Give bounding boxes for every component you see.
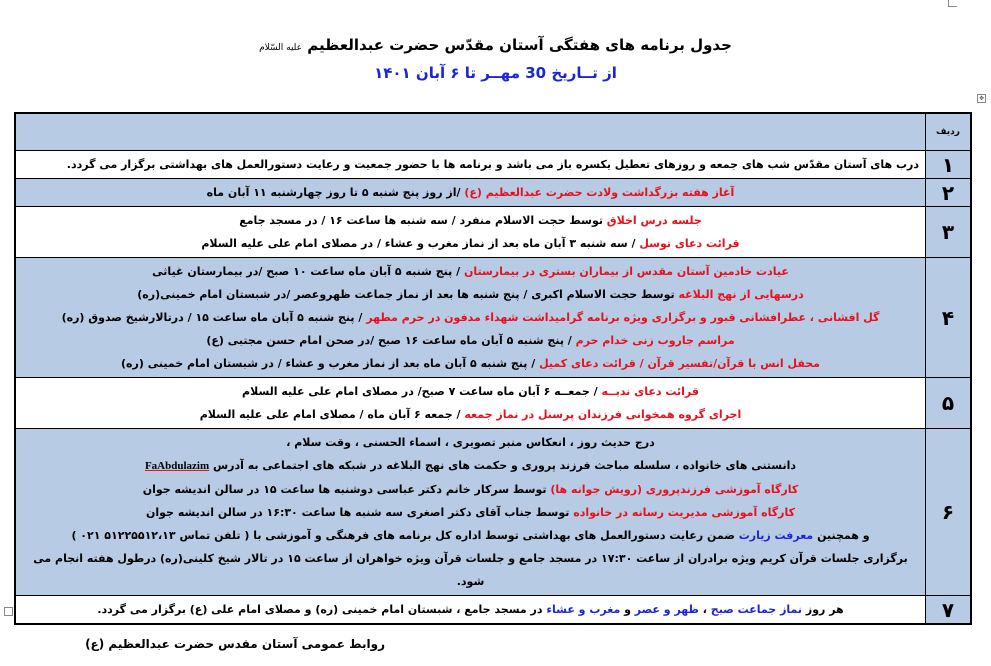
- table-row: [15, 258, 971, 378]
- table-header-row: [15, 113, 971, 151]
- highlight-text: مغرب و عشاء: [546, 603, 621, 616]
- table-row: [15, 378, 971, 429]
- highlight-text: جلسه درس اخلاق: [606, 214, 702, 227]
- row-line: محفل انس با قرآن/تفسیر قرآن / قرائت دعای کمیل / پنج شنبه ۵ آبان ماه بعد از نماز مغرب و عشاء / در شبستان امام خمینی (ره): [121, 357, 820, 370]
- row-line: درسهایی از نهج البلاغه توسط حجت الاسلام اکبری / پنج شنبه ها بعد از نماز جماعت ظهروعصر /در شبستان امام خمینی(ره): [137, 288, 804, 301]
- highlight-text: کارگاه آموزشی فرزندپروری (رویش جوانه ها): [550, 483, 799, 496]
- row-line: درج حدیث روز ، انعکاس منبر تصویری ، اسماء الحسنی ، وقت سلام ،: [286, 436, 655, 449]
- resize-handle-icon[interactable]: [4, 607, 13, 616]
- schedule-table: [14, 112, 972, 625]
- row-line: دانستنی های خانواده ، سلسله مباحث فرزند پروری و حکمت های نهج البلاغه در شبکه های اجتماعی به آدرس FaAbdulazim: [144, 459, 797, 472]
- highlight-text: عیادت خادمین آستان مقدس از بیماران بستری در بیمارستان: [463, 265, 789, 278]
- row-number: ۴: [926, 258, 972, 378]
- row-line: قرائت دعای توسل / سه شنبه ۳ آبان ماه بعد از نماز مغرب و عشاء / در مصلای امام علی علیه السلام: [201, 237, 740, 250]
- row-number: ۳: [926, 207, 972, 258]
- row-content: [15, 378, 926, 429]
- highlight-text: آغاز هفته بزرگداشت ولادت حضرت عبدالعظیم (ع): [464, 186, 735, 199]
- row-line: هر روز نماز جماعت صبح ، ظهر و عصر و مغرب و عشاء در مسجد جامع ، شبستان امام خمینی (ره) و مصلای امام علی (ع) برگزار می گردد.: [97, 603, 844, 616]
- row-number: ۵: [926, 378, 972, 429]
- row-line: کارگاه آموزشی مدیریت رسانه در خانواده توسط جناب آقای دکتر اصغری سه شنبه ها ساعت ۱۶:۳۰ در سالن اندیشه جوان: [146, 506, 795, 519]
- row-line: جلسه درس اخلاق توسط حجت الاسلام منفرد / سه شنبه ها ساعت ۱۶ / در مسجد جامع: [239, 214, 702, 227]
- row-content: [15, 151, 926, 179]
- highlight-text: قرائت دعای ندبــه: [601, 385, 699, 398]
- table-row: [15, 151, 971, 179]
- row-line: اجرای گروه همخوانی فرزندان پرسنل در نماز جمعه / جمعه ۶ آبان ماه / مصلای امام علی علیه السلام: [199, 408, 742, 421]
- row-number: ۶: [926, 429, 972, 596]
- header-row-label: ردیف: [926, 113, 972, 151]
- highlight-text: مراسم جاروب زنی خدام حرم: [575, 334, 735, 347]
- row-number: ۱: [926, 151, 972, 179]
- row-line: و همچنین معرفت زیارت ضمن رعایت دستورالعمل های بهداشتی توسط اداره کل برنامه های فرهنگی و آموزشی با ( تلفن تماس ۵۱۲۲۵۵۱۲،۱۳ ۰۲۱ ): [71, 529, 870, 542]
- row-number: ۲: [926, 179, 972, 207]
- highlight-text: کارگاه آموزشی مدیریت رسانه در خانواده: [573, 506, 795, 519]
- highlight-text: قرائت دعای توسل: [639, 237, 740, 250]
- row-content: [15, 429, 926, 596]
- row-content: [15, 596, 926, 625]
- highlight-text: درسهایی از نهج البلاغه: [678, 288, 804, 301]
- row-content: [15, 207, 926, 258]
- table-row: [15, 207, 971, 258]
- row-content: [15, 179, 926, 207]
- highlight-text: محفل انس با قرآن/تفسیر قرآن / قرائت دعای کمیل: [539, 357, 820, 370]
- highlight-text: گل افشانی ، عطرافشانی قبور و برگزاری ویژه برنامه گرامیداشت شهداء مدفون در حرم مطهر: [366, 311, 880, 324]
- footer-signature: روابط عمومی آستان مقدس حضرت عبدالعظیم (ع): [85, 637, 385, 651]
- table-row: [15, 179, 971, 207]
- row-line: عیادت خادمین آستان مقدس از بیماران بستری در بیمارستان / پنج شنبه ۵ آبان ماه ساعت ۱۰ صبح /در بیمارستان غیاثی: [152, 265, 789, 278]
- social-handle-link[interactable]: FaAbdulazim: [144, 460, 210, 472]
- table-move-handle-icon[interactable]: ✥: [978, 95, 985, 102]
- row-line: مراسم جاروب زنی خدام حرم / پنج شنبه ۵ آبان ماه ساعت ۱۶ صبح /در صحن امام حسن مجتبی (ع): [206, 334, 735, 347]
- row-line: برگزاری جلسات قرآن کریم ویژه برادران از ساعت ۱۷:۳۰ در مسجد جامع و جلسات قرآن ویژه خواهران از ساعت ۱۵ در تالار شیخ کلینی(ره) درطول هفته انجام می شود.: [33, 552, 908, 588]
- row-number: ۷: [926, 596, 972, 625]
- row-content: [15, 258, 926, 378]
- row-line: درب های آستان مقدّس شب های جمعه و روزهای تعطیل یکسره باز می باشد و برنامه ها با حضور جمعیت و رعایت دستورالعمل های بهداشتی برگزار می گردد.: [66, 158, 919, 171]
- row-line: گل افشانی ، عطرافشانی قبور و برگزاری ویژه برنامه گرامیداشت شهداء مدفون در حرم مطهر / پنج شنبه ۵ آبان ماه ساعت ۱۵ / درتالارشیخ صدوق (ره): [61, 311, 880, 324]
- table-row: [15, 596, 971, 625]
- row-line: آغاز هفته بزرگداشت ولادت حضرت عبدالعظیم (ع) /از روز پنج شنبه ۵ تا روز چهارشنبه ۱۱ آبان ماه: [206, 186, 735, 199]
- row-line: کارگاه آموزشی فرزندپروری (رویش جوانه ها) توسط سرکار خانم دکتر عباسی دوشنبه ها ساعت ۱۵ در سالن اندیشه جوان: [142, 483, 799, 496]
- page-title: جدول برنامه های هفتگی آستان مقدّس حضرت عبدالعظیم علیه السّلام: [259, 36, 732, 54]
- title-suffix: علیه السّلام: [259, 43, 303, 53]
- highlight-text: اجرای گروه همخوانی فرزندان پرسنل در نماز جمعه: [464, 408, 742, 421]
- header-content-cell: [15, 113, 926, 151]
- highlight-text: ظهر و عصر: [634, 603, 699, 616]
- highlight-text: نماز جماعت صبح: [710, 603, 803, 616]
- date-range-subtitle: از تــاریخ 30 مهــر تا ۶ آبان ۱۴۰۱: [374, 64, 617, 82]
- highlight-text: معرفت زیارت: [738, 529, 814, 542]
- page-corner-mark-icon: [948, 0, 957, 7]
- table-row: [15, 429, 971, 596]
- row-line: قرائت دعای ندبــه / جمعــه ۶ آبان ماه ساعت ۷ صبح/ در مصلای امام علی علیه السلام: [242, 385, 699, 398]
